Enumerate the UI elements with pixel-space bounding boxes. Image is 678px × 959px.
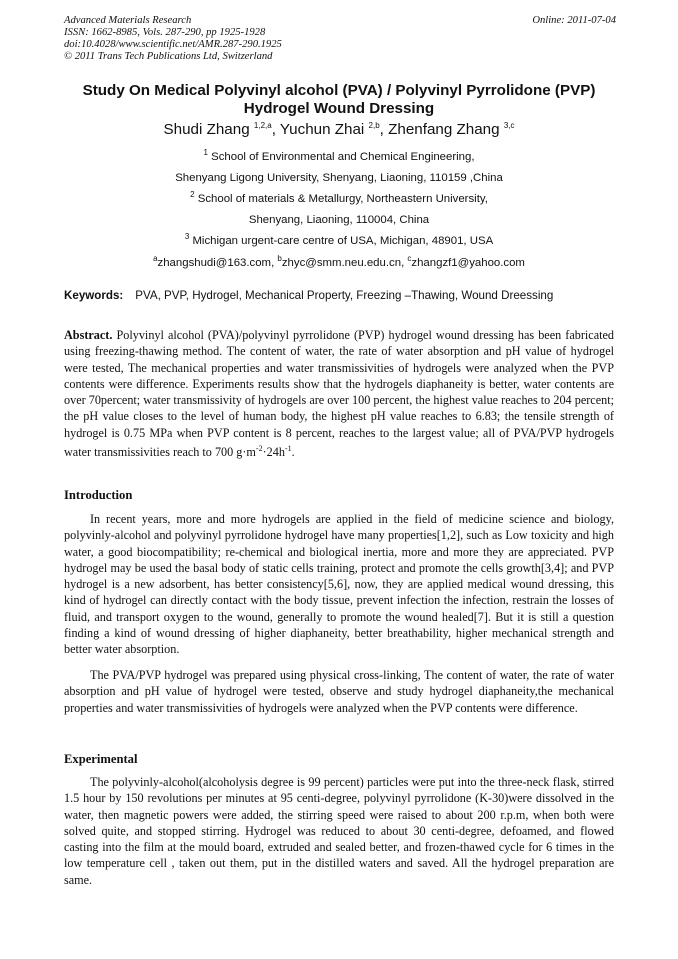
email-mark: c — [407, 254, 412, 264]
author-list: Shudi Zhang $^{1,2,a}$, Yuchun Zhai $^{2,b}$, Zhenfang Zhang $^{3,c}$ — [163, 120, 515, 138]
author-affiliation-mark: 3,c — [503, 120, 515, 130]
affiliation-mark: 1 — [203, 148, 208, 158]
affiliation-1 — [60, 150, 618, 164]
affiliation-mark: 3 — [184, 232, 190, 242]
experimental-paragraph-1: The polyvinly-alcohol(alcoholysis degree is 99 percent) particles were put into the three-neck flask, stirred 1.5 hour by 150 revolutions per minutes at 95 centi-degree, polyvinyl pyrrolidone (K-30)were dissolved in the water, then magnetic powers were added, the stirring speed were raised to about 200 r.p.m, when both were solved quite, and stopped stirring. Hydrogel was reduced to about 30 centi-degree, defoamed, and flowed casting into the film at the mould board, extruded and sealed better, and frozen-thawed cycle for 6 times in the low temperature cell , taken out them, put in the distilled waters and saved. All the hydrogel preparation are same. — [64, 775, 614, 887]
email-mark: b — [277, 254, 282, 264]
title-line-2: Hydrogel Wound Dressing — [243, 100, 435, 117]
abstract — [64, 327, 614, 460]
affiliation-1-address: Shenyang Ligong University, Shenyang, Liaoning, 110159 ,China — [175, 172, 503, 184]
affiliation-line: Michigan urgent-care centre of USA, Michigan, 48901, USA — [192, 235, 494, 247]
unit-text: ·24h — [262, 445, 285, 460]
abstract-label: Abstract. — [64, 328, 113, 342]
journal-issn: ISSN: 1662-8985, Vols. 287-290, pp 1925-1928 — [64, 27, 266, 38]
title-line-1: Study On Medical Polyvinyl alcohol (PVA) / Polyvinyl Pyrrolidone (PVP) — [82, 82, 596, 99]
paper-title — [50, 82, 628, 118]
author-affiliation-mark: 1,2,a — [253, 120, 272, 130]
email-list: $^a$zhangshudi@163.com, $^b$zhyc@smm.neu.edu.cn, $^c$zhangzf1@yahoo.com — [153, 254, 525, 269]
keywords-text: PVA, PVP, Hydrogel, Mechanical Property, Freezing –Thawing, Wound Dreessing — [135, 289, 554, 302]
journal-doi: doi:10.4028/www.scientific.net/AMR.287-290.1925 — [64, 39, 282, 50]
email-address[interactable]: zhangzf1@yahoo.com — [411, 257, 525, 269]
introduction-heading: Introduction — [64, 488, 133, 502]
affiliation-2-address: Shenyang, Liaoning, 110004, China — [248, 214, 430, 226]
journal-header — [64, 15, 616, 63]
keywords — [64, 289, 624, 302]
author-name: Shudi Zhang — [163, 121, 250, 138]
abstract-text: Polyvinyl alcohol (PVA)/polyvinyl pyrrolidone (PVP) hydrogel wound dressing has been fabricated using freezing-thawing method. The content of water, the rate of water absorption and pH value of hydrogel were tested, The mechanical properties and water transmissivities of hydrogels were analyzed when the PVP contents were difference. Experiments results show that the hydrogels diaphaneity is better, water contents are over 70percent; water transmissivity of hydrogels are over 100 percent, the highest value reaches to 204 percent; the pH value closes to the level of human body, the highest pH value reaches to 6.83; the tensile strength of hydrogel is 0.75 MPa when PVP content is 8 percent, reaches to the largest value; all of PVA/PVP hydrogels water transmissivities reach to 700 g·m — [64, 328, 614, 460]
affiliation-2 — [60, 192, 618, 206]
journal-name: Advanced Materials Research — [64, 15, 192, 26]
introduction-paragraph-1: In recent years, more and more hydrogels are applied in the field of medicine science and biology, polyvinly-alcohol and polyvinyl pyrrolidone hydrogel have many properties[1,2], such as Low toxicity and high water, a good biocompatibility; re-chemical and biological inertia, more and more they are appreciated. PVP hydrogel may be used the basal body of static cells training, protect and promote the cells growth[3,4]; and PVP hydrogel is a new adsorbent, has better consistency[5,6], now, they are applied medical wound dressing, this kind of hydrogel can directly contact with the body tissue, prevent infection the infection, restrain the losses of fluid, and transport oxygen to the wound, generally to promote the wound healed[7]. But it is still a question finding a kind of wound dressing of higher diaphaneity, better breathability, higher mechanical strength and better water absorption. — [64, 512, 614, 657]
unit-exponent: -1 — [284, 444, 292, 454]
email-mark: a — [153, 254, 158, 264]
abstract-end: . — [291, 445, 295, 460]
online-date: Online: 2011-07-04 — [532, 15, 616, 26]
journal-copyright: © 2011 Trans Tech Publications Ltd, Switzerland — [64, 51, 273, 62]
email-address[interactable]: zhyc@smm.neu.edu.cn — [281, 257, 402, 269]
affiliation-line: School of Environmental and Chemical Engineering, — [211, 151, 475, 163]
author-affiliation-mark: 2,b — [368, 120, 380, 130]
author-name: Yuchun Zhai — [279, 121, 365, 138]
affiliation-3 — [60, 234, 618, 248]
keywords-label: Keywords: — [64, 289, 124, 302]
email-address[interactable]: zhangshudi@163.com — [157, 257, 272, 269]
unit-exponent: -2 — [255, 444, 263, 454]
affiliation-mark: 2 — [190, 190, 195, 200]
introduction-paragraph-2: The PVA/PVP hydrogel was prepared using physical cross-linking, The content of water, the rate of water absorption and pH value of hydrogel were tested, observe and study hydrogel diaphaneity,the mechanical properties and water transmissivities of hydrogels were analyzed when the PVP contents were difference. — [64, 668, 614, 715]
affiliation-line: School of materials & Metallurgy, Northeastern University, — [197, 193, 488, 205]
experimental-heading: Experimental — [64, 752, 138, 766]
author-name: Zhenfang Zhang — [388, 121, 500, 138]
